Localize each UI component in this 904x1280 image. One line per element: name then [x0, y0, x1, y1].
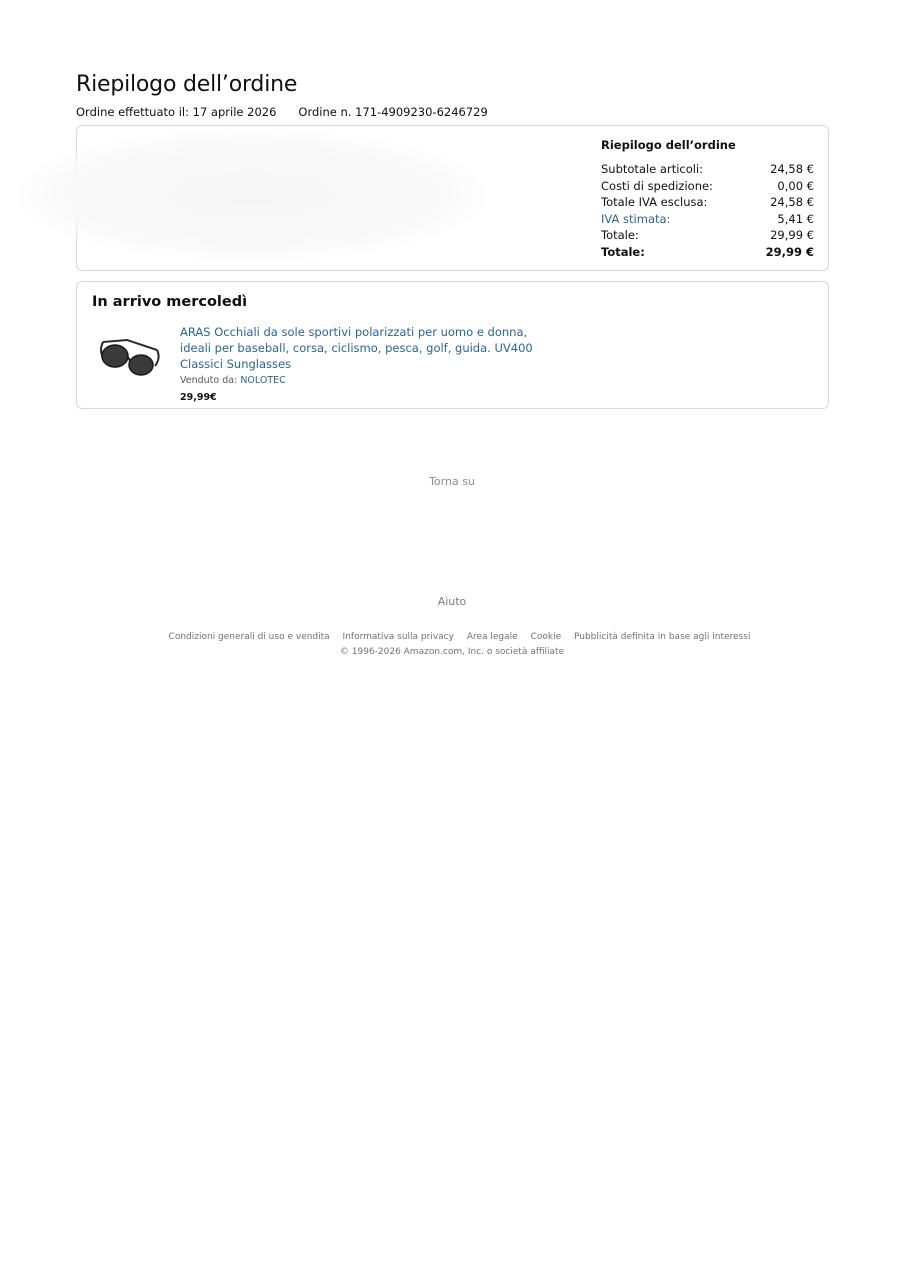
redacted-address-area: [17, 130, 487, 260]
summary-heading: Riepilogo dell’ordine: [601, 138, 736, 152]
summary-value: 29,99 €: [765, 244, 814, 259]
footer-link-legal[interactable]: Area legale: [466, 632, 518, 642]
copyright: © 1996-2026 Amazon.com, Inc. o società affiliate: [339, 647, 565, 657]
summary-label: Totale:: [601, 244, 645, 259]
order-number: Ordine n. 171-4909230-6246729: [298, 105, 488, 119]
order-summary-box: [601, 138, 814, 260]
footer-link-terms[interactable]: Condizioni generali di uso e vendita: [168, 632, 330, 642]
product-title-link[interactable]: ARAS Occhiali da sole sportivi polarizzati per uomo e donna, ideali per baseball, corsa, ciclismo, pesca, golf, guida. UV400 Classici Sunglasses: [180, 325, 533, 371]
summary-row-total-excl-vat: [601, 194, 814, 211]
summary-row-shipping: [601, 178, 814, 195]
summary-label: Subtotale articoli:: [601, 162, 704, 176]
order-summary-card: [76, 125, 829, 271]
summary-label: Totale:: [601, 228, 639, 242]
summary-label: Totale IVA esclusa:: [601, 195, 708, 209]
summary-value: 29,99 €: [770, 228, 814, 242]
delivery-card: [76, 281, 829, 409]
estimated-vat-link[interactable]: IVA stimata:: [601, 211, 671, 226]
order-date: Ordine effettuato il: 17 aprile 2026: [76, 105, 277, 119]
summary-label: Costi di spedizione:: [601, 178, 713, 193]
seller-line: [180, 374, 560, 388]
summary-row-grand-total: [601, 244, 814, 261]
footer-links: [0, 632, 904, 642]
back-to-top-link[interactable]: Torna su: [429, 475, 475, 488]
delivery-heading: In arrivo mercoledì: [92, 294, 248, 310]
sold-by-label: Venduto da:: [180, 375, 241, 386]
summary-value: 5,41 €: [777, 211, 814, 226]
footer-link-ads[interactable]: Pubblicità definita in base agli interessi: [574, 632, 751, 642]
sunglasses-image[interactable]: [97, 332, 163, 382]
summary-value: 24,58 €: [770, 195, 814, 209]
footer-link-cookie[interactable]: Cookie: [530, 632, 562, 642]
summary-row-subtotal: [601, 161, 814, 178]
summary-row-estimated-vat: [601, 211, 814, 228]
seller-link[interactable]: NOLOTEC: [240, 375, 286, 386]
summary-row-total: [601, 227, 814, 244]
order-summary-page: [76, 70, 829, 409]
help-link[interactable]: Aiuto: [437, 595, 467, 608]
order-meta: [76, 104, 829, 120]
sunglasses-icon: [97, 332, 163, 382]
product-price: 29,99€: [180, 392, 217, 403]
footer-link-privacy[interactable]: Informativa sulla privacy: [342, 632, 454, 642]
product-info: [180, 324, 560, 404]
page-title: Riepilogo dell’ordine: [76, 72, 298, 97]
summary-value: 0,00 €: [777, 178, 814, 193]
summary-value: 24,58 €: [770, 162, 814, 176]
